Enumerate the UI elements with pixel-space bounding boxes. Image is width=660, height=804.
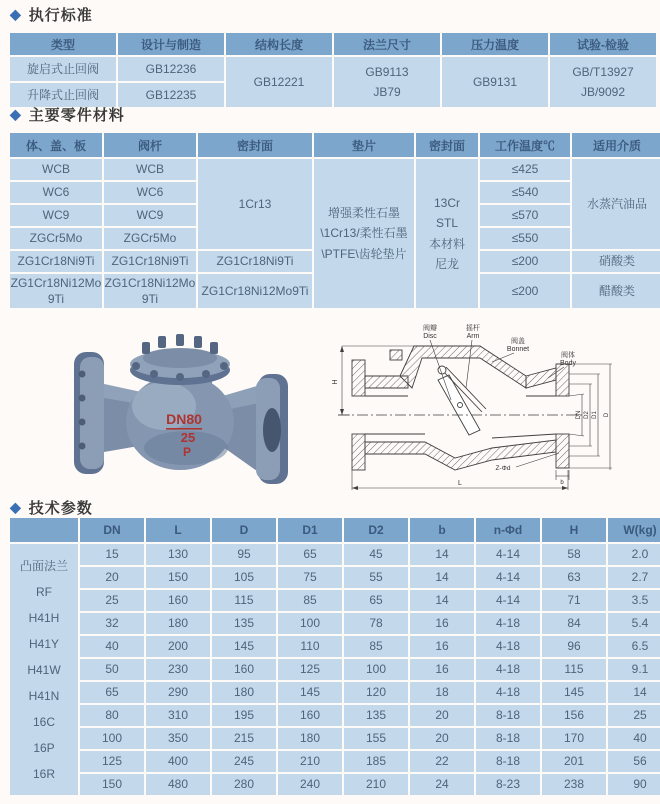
data-cell: 24 [410,774,474,795]
table-row [10,544,660,565]
header-cell: 设计与制造 [118,33,224,55]
data-cell: 4-18 [476,636,540,657]
data-cell: 105 [212,567,276,588]
data-cell: 95 [212,544,276,565]
data-cell: ZG1Cr18Ni12Mo9Ti [10,275,102,306]
data-cell: 16 [410,613,474,634]
table-row [10,567,660,588]
drawing-dim-b: b [560,480,564,486]
data-cell: 480 [146,774,210,795]
data-cell: WC6 [104,182,196,203]
type-cell: 升降式止回阀 [10,83,116,107]
data-cell: 100 [344,659,408,680]
cell-line: 增强柔性石墨 [327,205,400,220]
drawing-right-flange [556,364,569,396]
seal-material-cell [416,159,478,308]
data-cell: 150 [80,774,144,795]
header-cell: 适用介质 [572,133,660,157]
data-cell: 4-18 [476,682,540,703]
row-group-label-cell [10,544,78,795]
data-cell: 245 [212,751,276,772]
data-cell: 120 [344,682,408,703]
data-cell: ZG1Cr18Ni9Ti [198,251,312,272]
data-cell: 115 [542,659,606,680]
header-cell: 密封面 [416,133,478,157]
data-cell: 40 [608,728,660,749]
table-row [10,636,660,657]
data-cell: 20 [410,705,474,726]
section-title-standards [10,4,93,25]
data-cell: 185 [344,751,408,772]
table-row [10,590,660,611]
drawing-label-disc-zh: 阀瓣 [423,325,437,332]
data-cell: 125 [278,659,342,680]
data-cell: 14 [410,544,474,565]
table-row [10,751,660,772]
header-cell: 垫片 [314,133,414,157]
cell-line: RF [36,584,52,599]
data-cell: 145 [212,636,276,657]
table-row [10,518,660,542]
data-cell: 110 [278,636,342,657]
data-cell: 32 [80,613,144,634]
data-cell: 1Cr13 [198,159,312,249]
data-cell [334,57,440,107]
data-cell: ZGCr5Mo [104,228,196,249]
temp-cell: ≤540 [480,182,570,203]
data-cell: 56 [608,751,660,772]
data-cell: 96 [542,636,606,657]
data-cell: 180 [212,682,276,703]
data-cell: ZG1Cr18Ni12Mo9Ti [198,274,312,308]
data-cell: 100 [80,728,144,749]
data-cell: 130 [146,544,210,565]
data-cell: WCB [10,159,102,180]
data-cell: 18 [410,682,474,703]
data-cell: 145 [542,682,606,703]
data-cell: 200 [146,636,210,657]
data-cell: 71 [542,590,606,611]
data-cell: 65 [278,544,342,565]
drawing-label-body-zh: 阀体 [561,352,575,359]
data-cell: 63 [542,567,606,588]
header-cell: 体、盖、板 [10,133,102,157]
data-cell: 45 [344,544,408,565]
cell-line: \1Cr13/柔性石墨 [320,226,408,241]
data-cell: WC6 [10,182,102,203]
data-cell: 25 [608,705,660,726]
data-cell: 85 [278,590,342,611]
data-cell: 8-18 [476,705,540,726]
drawing-dim-d1: D1 [592,411,598,419]
data-cell: 230 [146,659,210,680]
diamond-bullet-icon: ◆ [10,106,22,122]
data-cell: 4-14 [476,544,540,565]
data-cell: 145 [278,682,342,703]
header-cell: L [146,518,210,542]
data-cell: 20 [410,728,474,749]
cell-line: 尼龙 [434,256,459,271]
data-cell: 55 [344,567,408,588]
data-cell: 80 [80,705,144,726]
temp-cell: ≤570 [480,205,570,226]
photo-marking-dn: DN80 [166,411,202,427]
cell-line: 16R [32,766,55,781]
data-cell: 16 [410,636,474,657]
type-cell: 旋启式止回阀 [10,57,116,81]
header-cell: b [410,518,474,542]
data-cell: 100 [278,613,342,634]
data-cell: 40 [80,636,144,657]
table-row [10,133,660,157]
cell-line: 本材料 [428,236,465,251]
data-cell: 16 [410,659,474,680]
diamond-bullet-icon: ◆ [10,6,22,22]
data-cell: GB9131 [442,57,548,107]
drawing-label-arm-en: Arm [466,333,480,340]
section-title-parameters [10,497,93,518]
drawing-dim-d2: D2 [584,411,590,419]
data-cell: 2.7 [608,567,660,588]
data-cell: 14 [410,567,474,588]
data-cell: 350 [146,728,210,749]
data-cell: 280 [212,774,276,795]
drawing-label-disc-en: Disc [423,333,437,340]
section-title-parameters-text: 技术参数 [28,500,93,517]
table-row [10,728,660,749]
cell-line: GB9113 [365,64,409,79]
header-cell: 密封面 [198,133,312,157]
data-cell: 4-18 [476,613,540,634]
header-cell: 类型 [10,33,116,55]
data-cell: 20 [80,567,144,588]
drawing-body-wall [365,440,556,470]
data-cell: 155 [344,728,408,749]
temp-cell: ≤200 [480,251,570,272]
table-row [10,774,660,795]
data-cell [550,57,656,107]
data-cell: GB12221 [226,57,332,107]
data-cell: 201 [542,751,606,772]
table-row [10,682,660,703]
data-cell: 14 [410,590,474,611]
cell-line: 16P [33,740,55,755]
header-cell: D2 [344,518,408,542]
data-cell: ZG1Cr18Ni9Ti [104,251,196,272]
diamond-bullet-icon: ◆ [10,499,22,515]
data-cell: 135 [344,705,408,726]
data-cell: 75 [278,567,342,588]
cell-line: \PTFE\齿轮垫片 [321,246,407,261]
drawing-dim-h: H [332,379,339,385]
table-row [10,705,660,726]
data-cell: WC9 [10,205,102,226]
temp-cell: ≤200 [480,274,570,308]
data-cell: 78 [344,613,408,634]
table-row [10,613,660,634]
drawing-left-flange [352,360,365,396]
data-cell: ZG1Cr18Ni12Mo9Ti [104,275,196,306]
corner-cell [10,518,78,542]
drawing-label-bonnet-zh: 阀盖 [511,338,525,345]
temp-cell: ≤550 [480,228,570,249]
header-cell: 工作温度℃ [480,133,570,157]
drawing-dim-d: D [604,412,610,418]
data-cell: 65 [80,682,144,703]
cell-line: JB79 [373,85,401,99]
data-cell: 65 [344,590,408,611]
data-cell: 156 [542,705,606,726]
medium-cell: 醋酸类 [572,274,660,308]
data-cell: 160 [278,705,342,726]
data-cell: 210 [278,751,342,772]
drawing-dim-l: L [458,480,462,487]
table-row [10,659,660,680]
cell-line: 16C [32,714,55,729]
data-cell: 58 [542,544,606,565]
data-cell: WC9 [104,205,196,226]
standards-table [8,31,658,109]
gasket-cell [314,159,414,308]
header-cell: n-Φd [476,518,540,542]
table-row [10,159,660,180]
data-cell: 9.1 [608,659,660,680]
drawing-label-bonnet-en: Bonnet [506,346,530,353]
cell-line: GB/T13927 [572,64,634,79]
valve-sectional-drawing [330,320,646,500]
data-cell: 14 [608,682,660,703]
drawing-dim-dn: DN [576,410,582,420]
data-cell: 400 [146,751,210,772]
photo-marking-p: P [182,445,192,459]
data-cell: 310 [146,705,210,726]
header-cell: H [542,518,606,542]
materials-table [8,131,660,310]
data-cell: 215 [212,728,276,749]
data-cell: 3.5 [608,590,660,611]
cell-line: 13Cr [433,195,460,210]
data-cell: GB12236 [118,57,224,81]
cell-line: STL [435,216,458,231]
header-cell: 压力温度 [442,33,548,55]
cell-line: JB/9092 [580,85,626,99]
data-cell: 238 [542,774,606,795]
data-cell: 25 [80,590,144,611]
data-cell: 4-14 [476,590,540,611]
header-cell: 阀杆 [104,133,196,157]
header-cell: DN [80,518,144,542]
data-cell: 85 [344,636,408,657]
table-row [10,57,656,81]
data-cell: WCB [104,159,196,180]
data-cell: 290 [146,682,210,703]
data-cell: 150 [146,567,210,588]
data-cell: ZG1Cr18Ni9Ti [10,251,102,272]
drawing-label-body-en: Body [560,360,576,367]
data-cell: 8-18 [476,751,540,772]
data-cell: 15 [80,544,144,565]
cell-line: H41W [27,662,61,677]
data-cell: 22 [410,751,474,772]
table-row [10,33,656,55]
header-cell: 法兰尺寸 [334,33,440,55]
data-cell: 50 [80,659,144,680]
data-cell: 195 [212,705,276,726]
medium-cell: 水蒸汽油品 [572,159,660,249]
section-title-materials [10,104,125,125]
header-cell: D1 [278,518,342,542]
drawing-label-arm-zh: 摇杆 [466,325,480,332]
data-cell: 6.5 [608,636,660,657]
cell-line: H41Y [28,636,60,651]
drawing-dim-holes: Z-Φd [495,465,511,472]
temp-cell: ≤425 [480,159,570,180]
data-cell: 8-23 [476,774,540,795]
data-cell: 5.4 [608,613,660,634]
photo-marking-pn: 25 [180,430,196,445]
data-cell: 135 [212,613,276,634]
data-cell: ZGCr5Mo [10,228,102,249]
cell-line: H41N [28,688,60,703]
parameters-table [8,516,660,797]
cell-line: H41H [28,610,60,625]
cell-line: 凸面法兰 [19,558,68,573]
valve-product-photo [58,318,304,484]
data-cell: 180 [278,728,342,749]
header-cell: 结构长度 [226,33,332,55]
data-cell: 180 [146,613,210,634]
header-cell: W(kg) [608,518,660,542]
photo-bonnet-cap [143,348,217,368]
data-cell: 4-18 [476,659,540,680]
data-cell: 84 [542,613,606,634]
section-title-standards-text: 执行标准 [28,7,93,24]
medium-cell: 硝酸类 [572,251,660,272]
data-cell: 8-18 [476,728,540,749]
section-title-materials-text: 主要零件材料 [28,107,125,124]
data-cell: 240 [278,774,342,795]
header-cell: 试验-检验 [550,33,656,55]
header-cell: D [212,518,276,542]
data-cell: 2.0 [608,544,660,565]
data-cell: 210 [344,774,408,795]
data-cell: 115 [212,590,276,611]
data-cell: 125 [80,751,144,772]
data-cell: 160 [212,659,276,680]
data-cell: 4-14 [476,567,540,588]
data-cell: GB12235 [118,83,224,107]
data-cell: 160 [146,590,210,611]
data-cell: 90 [608,774,660,795]
data-cell: 170 [542,728,606,749]
